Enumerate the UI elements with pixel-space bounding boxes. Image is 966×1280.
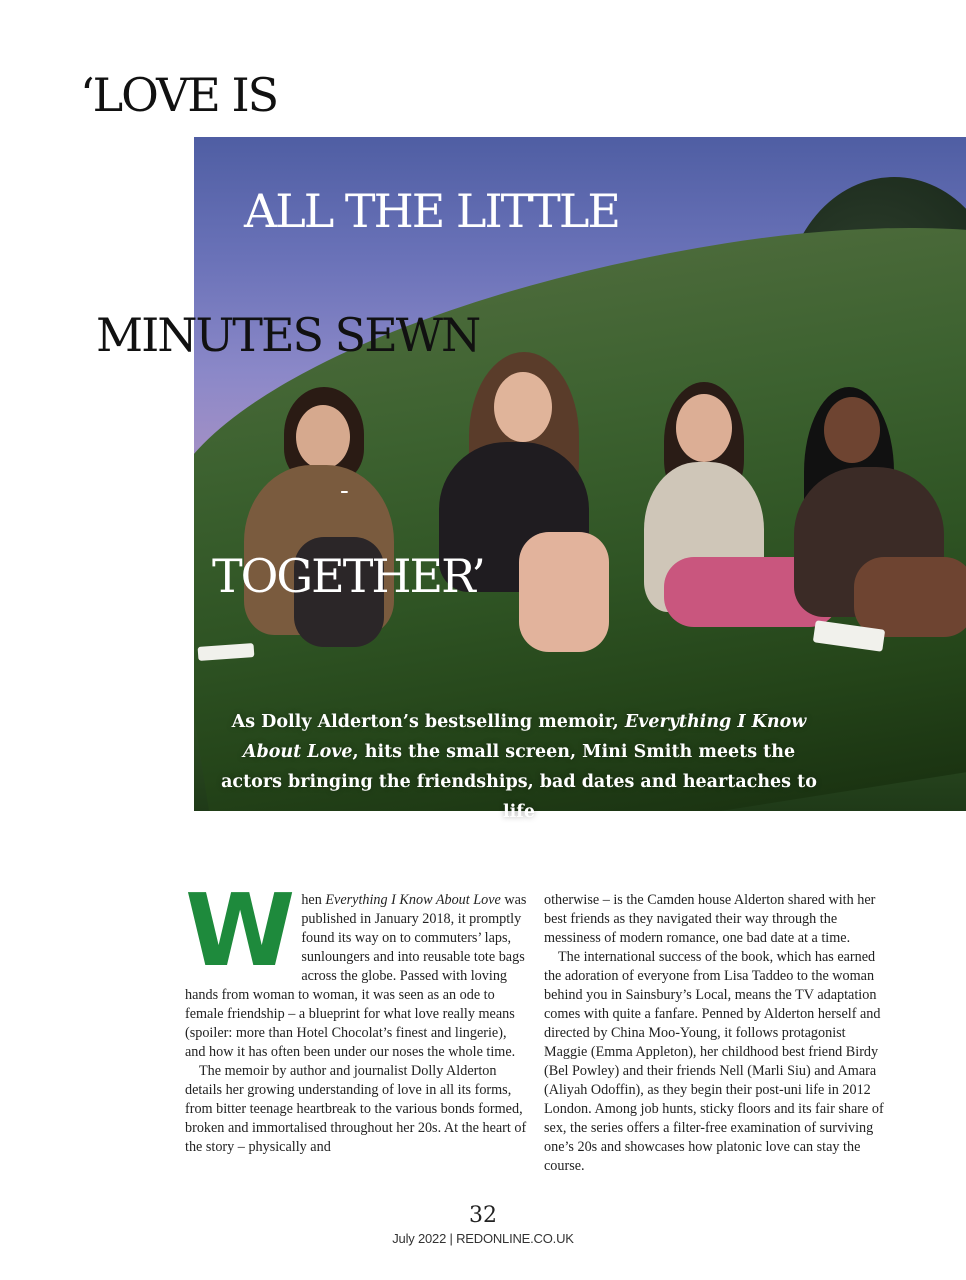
book-title: Everything I Know About Love bbox=[325, 892, 501, 908]
headline-line-1: ‘LOVE IS bbox=[80, 68, 278, 122]
person-2 bbox=[429, 352, 639, 662]
body-paragraph bbox=[185, 872, 530, 1062]
standfirst-text: As Dolly Alderton’s bestselling memoir, bbox=[231, 712, 625, 732]
headline-line-4: TOGETHER’ bbox=[212, 549, 484, 603]
person-1 bbox=[224, 387, 414, 667]
body-column-1 bbox=[185, 872, 530, 1157]
body-paragraph: otherwise – is the Camden house Alderton shared with her best friends as they navigated their way through the messiness of modern romance, one bad date at a time. bbox=[544, 892, 876, 946]
page-number: 32 bbox=[469, 1203, 497, 1228]
body-column-2 bbox=[544, 891, 889, 1176]
headline-dash: - bbox=[340, 476, 347, 506]
drop-cap: W bbox=[185, 872, 286, 989]
headline-line-2: ALL THE LITTLE bbox=[244, 184, 619, 238]
standfirst bbox=[214, 707, 824, 827]
body-paragraph: The memoir by author and journalist Dolly Alderton details her growing understanding of love in all its forms, from bitter teenage heartbreak to the various bonds formed, broken and immortalised throughout her 20s. At the heart of the story – physically and bbox=[185, 1063, 527, 1155]
body-paragraph: The international success of the book, which has earned the adoration of everyone from Lisa Taddeo to the woman behind you in Sainsbury’s Local, means the TV adaptation comes with quite a fanfare. Penned by Alderton herself and directed by China Moo-Young, it follows protagonist Maggie (Emma Appleton), her childhood best friend Birdy (Bel Powley) and their friends Nell (Marli Siu) and Amara (Aliyah Odoffin), as they begin their post-uni life in 2012 London. Among job hunts, sticky floors and its fair share of sex, the series offers a filter-free examination of surviving one’s 20s and showcases how platonic love can stay the course. bbox=[544, 949, 884, 1174]
headline-line-3: MINUTES SEWN bbox=[96, 308, 480, 362]
standfirst-text: , hits the small screen, Mini Smith meets the actors bringing the friendships, bad dates and heartaches to life bbox=[221, 742, 817, 822]
body-text: was published in January 2018, it promptly found its way on to commuters’ laps, sunloungers and into reusable tote bags across the globe. Passed with loving hands from woman to woman, it was seen as an ode to female friendship – a blueprint for what love really means (spoiler: more than Hotel Chocolat’s finest and lingerie), and how it has often been under our noses the whole time. bbox=[185, 892, 527, 1060]
body-text: hen bbox=[301, 892, 326, 908]
issue-footer: July 2022 | REDONLINE.CO.UK bbox=[392, 1231, 574, 1246]
standfirst-book-title: Everything I Know About Love bbox=[242, 712, 807, 762]
